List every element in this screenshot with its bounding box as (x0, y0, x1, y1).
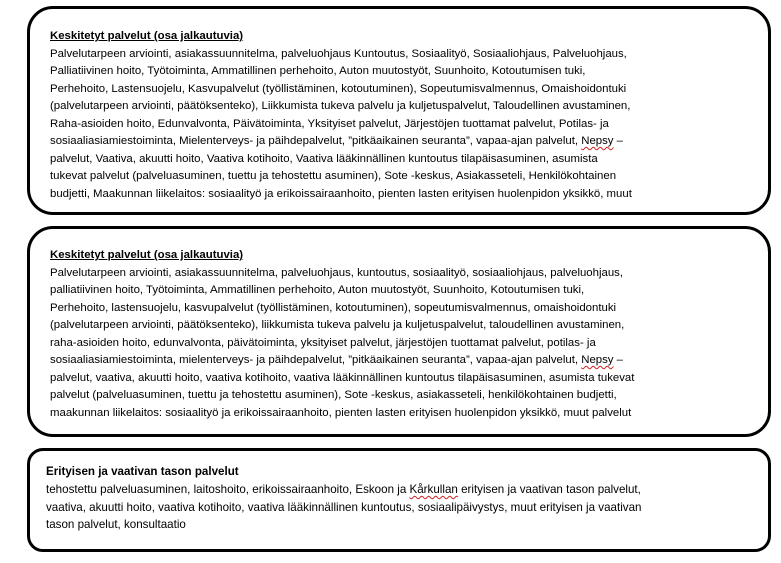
box-text-line: palvelut, vaativa, akuutti hoito, vaativa kotihoito, vaativa lääkinnällinen kuntoutus tilapäisasuminen, asumista tukevat (50, 371, 635, 384)
box-text-line: budjetti, Maakunnan liikelaitos: sosiaalityö ja erikoissairaanhoito, pienten lasten erityisen huolenpidon yksikkö, muut (50, 187, 632, 200)
box-text-line: Palvelutarpeen arviointi, asiakassuunnitelma, palveluohjaus, kuntoutus, sosiaalityö, sosiaaliohjaus, palveluohjaus, (50, 266, 624, 279)
service-box-centralized-1 (27, 6, 771, 215)
service-box-centralized-2 (27, 226, 771, 437)
box-text-line: palliatiivinen hoito, Työtoiminta, Ammatillinen perhehoito, Auton muutostyöt, Suunhoito, Kotoutumisen tuki, (50, 284, 585, 296)
box-text-line: raha-asioiden hoito, edunvalvonta, päivätoiminta, yksityiset palvelut, järjestöjen tuottamat palvelut, potilas- ja (50, 336, 596, 349)
spellcheck-word: Nepsy (581, 135, 614, 147)
box-text-line: vaativa, akuutti hoito, vaativa kotihoito, vaativa lääkinnällinen kuntoutus, sosiaalipäivystys, muut erityisen ja vaativan (46, 500, 642, 514)
box-title: Keskitetyt palvelut (osa jalkautuvia) (50, 249, 244, 261)
spellcheck-word: Kårkullan (409, 482, 458, 496)
box-text-line: Palvelutarpeen arviointi, asiakassuunnitelma, palveluohjaus Kuntoutus, Sosiaalityö, Sosiaaliohjaus, Palveluohjaus, (50, 47, 627, 60)
box-text-line: Palliatiivinen hoito, Työtoiminta, Ammatillinen perhehoito, Auton muutostyöt, Suunhoito, Kotoutumisen tuki, (50, 65, 586, 77)
box-text-line: sosiaaliasiamiestoiminta, Mielenterveys- ja päihdepalvelut, ”pitkäaikainen seuranta”, vapaa-ajan palvelut, Nepsy – (50, 135, 624, 147)
box-text-line: maakunnan liikelaitos: sosiaalityö ja erikoissairaanhoito, pienten lasten erityisen huolenpidon yksikkö, muut palvelut (50, 406, 632, 419)
spellcheck-word: Nepsy (581, 354, 614, 366)
box-title: Keskitetyt palvelut (osa jalkautuvia) (50, 30, 244, 42)
box-text-line: tukevat palvelut (palveluasuminen, tuettu ja tehostettu asuminen), Sote -keskus, Asiakasseteli, Henkilökohtainen (50, 170, 617, 182)
box-text-line: Perhehoito, Lastensuojelu, Kasvupalvelut (työllistäminen, kotoutuminen), Sopeutumisvalmennus, Omaishoidontuki (50, 82, 627, 95)
box-text-line: (palvelutarpeen arviointi, päätöksenteko), Liikkumista tukeva palvelu ja kuljetuspalvelut, Taloudellinen avustaminen, (50, 100, 631, 112)
box-text-line: Perhehoito, lastensuojelu, kasvupalvelut (työllistäminen, kotoutuminen), sopeutumisvalmennus, omaishoidontuki (50, 301, 617, 314)
box-text-line: tason palvelut, konsultaatio (46, 518, 186, 532)
box-text-line: palvelut, Vaativa, akuutti hoito, Vaativa kotihoito, Vaativa lääkinnällinen kuntoutus tilapäisasuminen, asumista (50, 152, 598, 165)
box-text-line: tehostettu palveluasuminen, laitoshoito, erikoissairaanhoito, Eskoon ja Kårkullan erityisen ja vaativan tason palvelut, (46, 482, 641, 496)
box-text-line: (palvelutarpeen arviointi, päätöksenteko), liikkumista tukeva palvelu ja kuljetuspalvelut, taloudellinen avustaminen, (50, 319, 625, 331)
box-text-line: Raha-asioiden hoito, Edunvalvonta, Päivätoiminta, Yksityiset palvelut, Järjestöjen tuottamat palvelut, Potilas- ja (50, 117, 609, 130)
box-text-line: sosiaaliasiamiestoiminta, mielenterveys- ja päihdepalvelut, ”pitkäaikainen seuranta”, vapaa-ajan palvelut, Nepsy – (50, 354, 624, 366)
service-box-specialized (27, 448, 771, 552)
box-title: Erityisen ja vaativan tason palvelut (46, 465, 239, 478)
box-text-line: palvelut (palveluasuminen, tuettu ja tehostettu asuminen), Sote -keskus, asiakasseteli, henkilökohtainen budjetti, (50, 389, 617, 401)
